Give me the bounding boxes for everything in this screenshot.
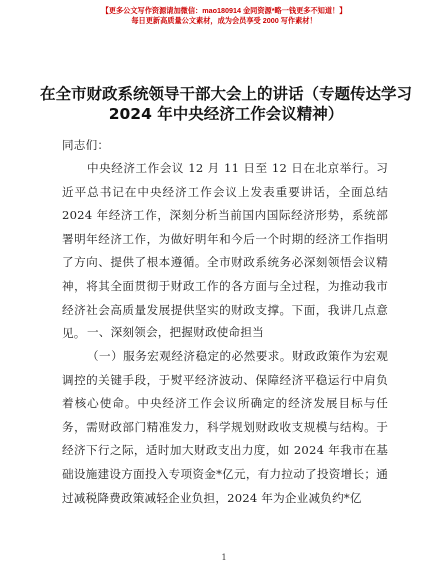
document-title: 在全市财政系统领导干部大会上的讲话（专题传达学习 2024 年中央经济工作会议精神） [40, 85, 413, 123]
section-heading-1: 一、深刻领会，把握财政使命担当 [87, 325, 264, 339]
paragraph-intro: 中央经济工作会议 12 月 11 日至 12 日在北京举行。习近平总书记在中央经济工作会议上发表重要讲话，全面总结 2024 年经济工作，深刻分析当前国内国际经济形势，系统部署明年经济工作，为做好明年和今后一个时期的经济工作指明了方向、提供了根本遵循。全市财政系统务必深刻领悟会议精神，将其全面贯彻于财政工作的各方面与全过程，为推动我市经济社会高质量发展提供坚实的财政支撑。下面，我讲几点意见。 [62, 161, 388, 341]
promo-banner [0, 6, 448, 26]
promo-banner-line1: 【更多公文写作资源请加微信：mao180914 金同资源*略一钱更多不知道！】 [101, 6, 347, 15]
promo-banner-line2: 每日更新高质量公文素材，成为会员享受 2000 写作素材！ [131, 16, 317, 25]
paragraph-section1: （一）服务宏观经济稳定的必然要求。财政政策作为宏观调控的关键手段，于熨平经济波动、保障经济平稳运行中肩负着核心使命。中央经济工作会议所确定的经济发展目标与任务，需财政部门精准发力，科学规划财政收支规模与结构。于经济下行之际，适时加大财政支出力度，如 2024 年我市在基础设施建设方面投入专项资金*亿元，有力拉动了投资增长；通过减税降费政策减轻企业负担，2024 年为企业减负约*亿 [62, 349, 388, 505]
salutation: 同志们： [62, 138, 110, 152]
page-number: 1 [221, 553, 227, 562]
